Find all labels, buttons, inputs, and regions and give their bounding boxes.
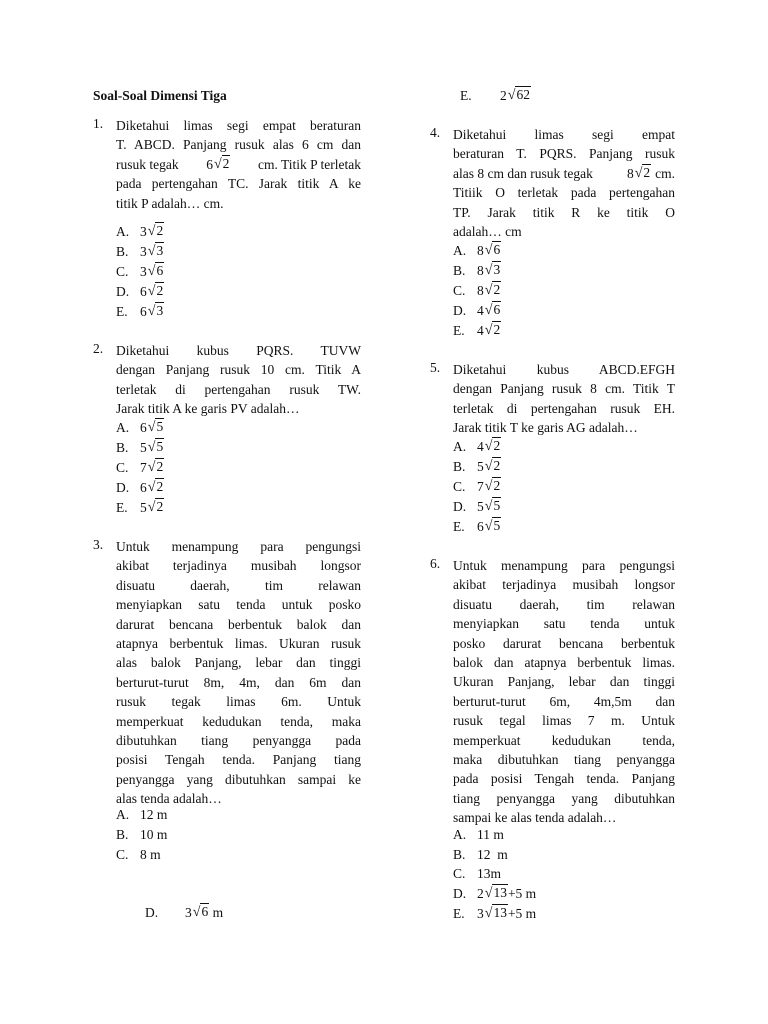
radical-expr: 3 √ 13 xyxy=(477,904,508,924)
question-number: 4. xyxy=(430,125,441,140)
sqrt-icon: √ xyxy=(484,459,493,474)
text-line: Untuk menampung para pengungsi xyxy=(116,539,361,554)
text-line: adalah… cm xyxy=(453,224,522,240)
option-e: E. 6 √ 5 xyxy=(453,517,501,537)
question-text xyxy=(453,360,675,438)
radical-expr: 6 √ 3 xyxy=(140,302,164,322)
question-number: 5. xyxy=(430,360,441,375)
option-b: B. 10 m xyxy=(116,827,168,842)
option-b: B. 5 √ 5 xyxy=(116,438,164,458)
sqrt-icon: √ xyxy=(147,304,156,319)
option-d: D. 6 √ 2 xyxy=(116,282,164,302)
radical-expr: 5 √ 2 xyxy=(140,498,164,518)
sqrt-icon: √ xyxy=(484,519,493,534)
text-line: alas tenda adalah… xyxy=(116,791,222,807)
sqrt-icon: √ xyxy=(147,440,156,455)
option-c: C. 8 m xyxy=(116,847,161,862)
radical-expr: 8 √ 3 xyxy=(477,261,501,281)
sqrt-icon: √ xyxy=(484,906,493,921)
text-line: pada posisi Tengah tenda. Panjang xyxy=(453,771,675,787)
sqrt-icon: √ xyxy=(484,323,493,338)
text-line: Titiik O terletak pada pertengahan xyxy=(453,185,675,201)
question-number: 1. xyxy=(93,116,104,131)
question-text xyxy=(453,125,675,241)
radical-expr: 4 √ 6 xyxy=(477,301,501,321)
text-line: Diketahui kubus PQRS. TUVW xyxy=(116,343,361,358)
radical-expr: 6 √ 2 xyxy=(206,155,230,174)
option-d: D. 4 √ 6 xyxy=(453,301,501,321)
radical-expr: 6 √ 5 xyxy=(140,418,164,438)
text-line: tiang penyangga yang dibutuhkan xyxy=(453,790,675,806)
sqrt-icon: √ xyxy=(484,439,493,454)
option-d: D. 5 √ 5 xyxy=(453,497,501,517)
sqrt-icon: √ xyxy=(147,460,156,475)
option-b: B. 8 √ 3 xyxy=(453,261,501,281)
text-line: menyiapkan satu tenda untuk xyxy=(453,616,675,632)
text-line: TP. Jarak titik R ke titik O xyxy=(453,204,675,220)
radical-expr: 6 √ 2 xyxy=(140,282,164,302)
option-c: C. 7 √ 2 xyxy=(116,458,164,478)
radical-expr: 4 √ 2 xyxy=(477,437,501,457)
option-c: C. 13m xyxy=(453,866,502,881)
text-line: pada pertengahan TC. Jarak titik A ke xyxy=(116,176,361,192)
text-line: Jarak titik A ke garis PV adalah… xyxy=(116,401,300,417)
sqrt-icon: √ xyxy=(147,244,156,259)
radical-expr: 8 √ 2 xyxy=(627,164,651,183)
text-line: memperkuat kedudukan tenda, maka xyxy=(116,713,361,729)
radical-expr: 2 √ 13 xyxy=(477,884,508,904)
text-part: rusuk tegak xyxy=(116,156,179,172)
option-c: C. 7 √ 2 xyxy=(453,477,501,497)
text-part: cm. xyxy=(655,165,675,181)
text-line: akibat terjadinya musibah longsor xyxy=(116,558,361,574)
option-c: C. 8 √ 2 xyxy=(453,281,501,301)
text-line: berturut-turut 8m, 4m, dan 6m dan xyxy=(116,674,361,690)
radical-expr: 7 √ 2 xyxy=(140,458,164,478)
option-a: A. 8 √ 6 xyxy=(453,241,501,261)
question-text xyxy=(453,556,675,828)
question-text xyxy=(116,116,361,213)
text-line: atapnya berbentuk limas. Ukuran rusuk xyxy=(116,636,361,652)
text-line: rusuk tegal limas 7 m. Untuk xyxy=(453,713,675,729)
sqrt-icon: √ xyxy=(147,500,156,515)
text-line: akibat terjadinya musibah longsor xyxy=(453,577,675,593)
radical-expr: 7 √ 2 xyxy=(477,477,501,497)
text-line: memperkuat kedudukan tenda, xyxy=(453,732,675,748)
sqrt-icon: √ xyxy=(484,303,493,318)
question-text xyxy=(116,341,361,419)
question-number: 6. xyxy=(430,556,441,571)
sqrt-icon: √ xyxy=(484,479,493,494)
option-c: C. 3 √ 6 xyxy=(116,262,164,282)
option-e: E. 5 √ 2 xyxy=(116,498,164,518)
question-number: 2. xyxy=(93,341,104,356)
radical-expr: 3 √ 6 xyxy=(140,262,164,282)
option-e: E. 3 √ 13 +5 m xyxy=(453,904,536,924)
text-line: maka dibutuhkan tiang penyangga xyxy=(453,752,675,768)
text-line xyxy=(116,155,361,174)
text-line: Ukuran Panjang, lebar dan tinggi xyxy=(453,674,675,690)
option-b: B. 5 √ 2 xyxy=(453,457,501,477)
sqrt-icon: √ xyxy=(192,905,201,920)
text-line: darurat bencana berbentuk balok dan xyxy=(116,616,361,632)
text-line: balok dan atapnya berbentuk limas. xyxy=(453,655,675,671)
text-line: dengan Panjang rusuk 8 cm. Titik T xyxy=(453,381,675,397)
text-line xyxy=(453,164,675,183)
sqrt-icon: √ xyxy=(147,224,156,239)
radical-expr: 5 √ 5 xyxy=(140,438,164,458)
text-line: posko darurat bencana berbentuk xyxy=(453,635,675,651)
sqrt-icon: √ xyxy=(484,886,493,901)
radical-expr: 8 √ 6 xyxy=(477,241,501,261)
sqrt-icon: √ xyxy=(507,88,516,103)
sqrt-icon: √ xyxy=(147,284,156,299)
text-line: titik P adalah… cm. xyxy=(116,195,224,211)
radical-expr: 3 √ 3 xyxy=(140,242,164,262)
text-line: dengan Panjang rusuk 10 cm. Titik A xyxy=(116,362,361,378)
sqrt-icon: √ xyxy=(484,283,493,298)
option-d: D. 2 √ 13 +5 m xyxy=(453,884,536,904)
sqrt-icon: √ xyxy=(147,480,156,495)
option-a: A. 12 m xyxy=(116,807,168,822)
text-line: dibutuhkan tiang penyangga pada xyxy=(116,733,361,749)
radical-expr: 3 √ 6 xyxy=(185,903,209,923)
text-line: alas balok Panjang, lebar dan tinggi xyxy=(116,655,361,671)
text-line: disuatu daerah, tim relawan xyxy=(116,577,361,593)
radical-expr: 4 √ 2 xyxy=(477,321,501,341)
option-e: E. 2 √ 62 xyxy=(460,86,531,106)
sqrt-icon: √ xyxy=(147,264,156,279)
option-a: A. 4 √ 2 xyxy=(453,437,501,457)
text-line: Diketahui limas segi empat beraturan xyxy=(116,118,361,133)
page-title: Soal-Soal Dimensi Tiga xyxy=(93,88,227,103)
text-line: penyangga yang dibutuhkan sampai ke xyxy=(116,771,361,787)
radical-expr: 5 √ 2 xyxy=(477,457,501,477)
option-d: D. 3 √ 6 m xyxy=(145,903,223,923)
radical-expr: 6 √ 2 xyxy=(140,478,164,498)
sqrt-icon: √ xyxy=(634,165,643,181)
option-b: B. 3 √ 3 xyxy=(116,242,164,262)
radical-expr: 2 √ 62 xyxy=(500,86,531,106)
text-line: Jarak titik T ke garis AG adalah… xyxy=(453,420,638,436)
option-a: A. 11 m xyxy=(453,827,504,842)
text-line: terletak di pertengahan rusuk EH. xyxy=(453,400,675,416)
option-e: E. 4 √ 2 xyxy=(453,321,501,341)
question-number: 3. xyxy=(93,537,104,552)
text-line: sampai ke alas tenda adalah… xyxy=(453,810,617,826)
radical-expr: 3 √ 2 xyxy=(140,222,164,242)
sqrt-icon: √ xyxy=(484,499,493,514)
option-a: A. 6 √ 5 xyxy=(116,418,164,438)
text-line: berturut-turut 6m, 4m,5m dan xyxy=(453,693,675,709)
text-part: alas 8 cm dan rusuk tegak xyxy=(453,165,593,181)
text-part: cm. Titik P terletak xyxy=(257,156,361,172)
option-b: B. 12 m xyxy=(453,847,508,862)
option-a: A. 3 √ 2 xyxy=(116,222,164,242)
text-line: terletak di pertengahan rusuk TW. xyxy=(116,381,361,397)
text-line: T. ABCD. Panjang rusuk alas 6 cm dan xyxy=(116,137,361,153)
sqrt-icon: √ xyxy=(484,243,493,258)
radical-expr: 6 √ 5 xyxy=(477,517,501,537)
text-line: rusuk tegak limas 6m. Untuk xyxy=(116,694,361,710)
text-line: disuatu daerah, tim relawan xyxy=(453,596,675,612)
text-line: Untuk menampung para pengungsi xyxy=(453,558,675,573)
text-line: Diketahui limas segi empat xyxy=(453,127,675,142)
text-line: posisi Tengah tenda. Panjang tiang xyxy=(116,752,361,768)
text-line: menyiapkan satu tenda untuk posko xyxy=(116,597,361,613)
text-line: Diketahui kubus ABCD.EFGH xyxy=(453,362,675,377)
sqrt-icon: √ xyxy=(213,156,222,172)
radical-expr: 5 √ 5 xyxy=(477,497,501,517)
text-line: beraturan T. PQRS. Panjang rusuk xyxy=(453,146,675,162)
question-text xyxy=(116,537,361,809)
option-e: E. 6 √ 3 xyxy=(116,302,164,322)
sqrt-icon: √ xyxy=(147,420,156,435)
radical-expr: 8 √ 2 xyxy=(477,281,501,301)
option-d: D. 6 √ 2 xyxy=(116,478,164,498)
sqrt-icon: √ xyxy=(484,263,493,278)
